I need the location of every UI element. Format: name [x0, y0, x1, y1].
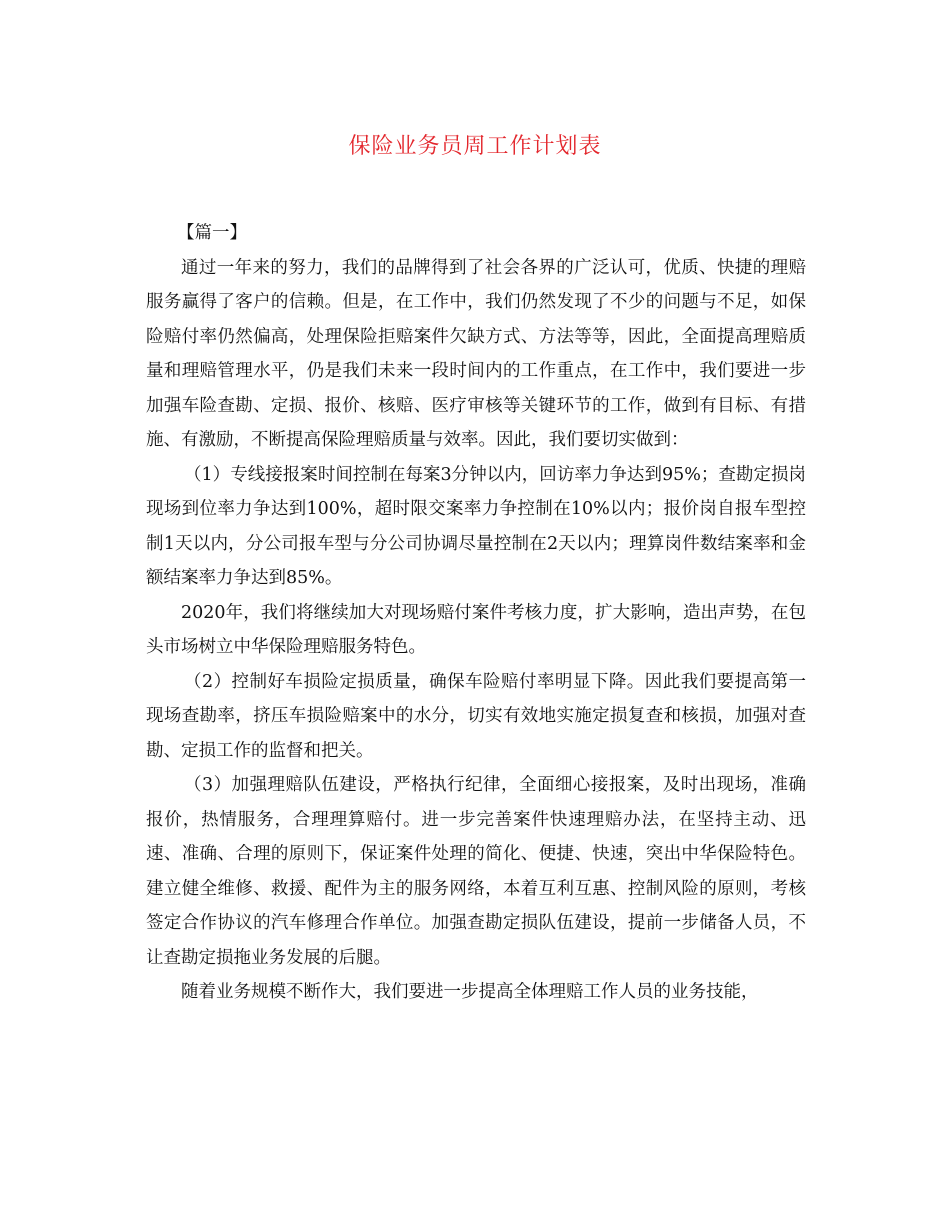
paragraph-item-1: （1）专线接报案时间控制在每案3分钟以内，回访率力争达到95%；查勘定损岗现场到位率力争达到100%，超时限交案率力争控制在10%以内；报价岗自报车型控制1天以内，分公司报车型与分公司协调尽量控制在2天以内；理算岗件数结案率和金额结案率力争达到85%。	[146, 464, 806, 588]
paragraph-item-2: （2）控制好车损险定损质量，确保车险赔付率明显下降。因此我们要提高第一现场查勘率，挤压车损险赔案中的水分，切实有效地实施定损复查和核损，加强对查勘、定损工作的监督和把关。	[146, 671, 806, 761]
paragraph-item-3: （3）加强理赔队伍建设，严格执行纪律，全面细心接报案，及时出现场，准确报价，热情服务，合理理算赔付。进一步完善案件快速理赔办法，在坚持主动、迅速、准确、合理的原则下，保证案件处理的简化、便捷、快速，突出中华保险特色。建立健全维修、救援、配件为主的服务网络，本着互利互惠、控制风险的原则，考核签定合作协议的汽车修理合作单位。加强查勘定损队伍建设，提前一步储备人员，不让查勘定损拖业务发展的后腿。	[146, 775, 806, 968]
document-body	[146, 216, 806, 1010]
section-tag: 【篇一】	[177, 223, 247, 243]
paragraph-year-plan: 2020年，我们将继续加大对现场赔付案件考核力度，扩大影响，造出声势，在包头市场树立中华保险理赔服务特色。	[146, 602, 806, 657]
paragraph-skills: 随着业务规模不断作大，我们要进一步提高全体理赔工作人员的业务技能，	[181, 982, 759, 1002]
paragraph-intro: 通过一年来的努力，我们的品牌得到了社会各界的广泛认可，优质、快捷的理赔服务赢得了客户的信赖。但是，在工作中，我们仍然发现了不少的问题与不足，如保险赔付率仍然偏高，处理保险拒赔案件欠缺方式、方法等等，因此，全面提高理赔质量和理赔管理水平，仍是我们未来一段时间内的工作重点，在工作中，我们要进一步加强车险查勘、定损、报价、核赔、医疗审核等关键环节的工作，做到有目标、有措施、有激励，不断提高保险理赔质量与效率。因此，我们要切实做到：	[146, 257, 806, 450]
document-title: 保险业务员周工作计划表	[348, 134, 602, 159]
